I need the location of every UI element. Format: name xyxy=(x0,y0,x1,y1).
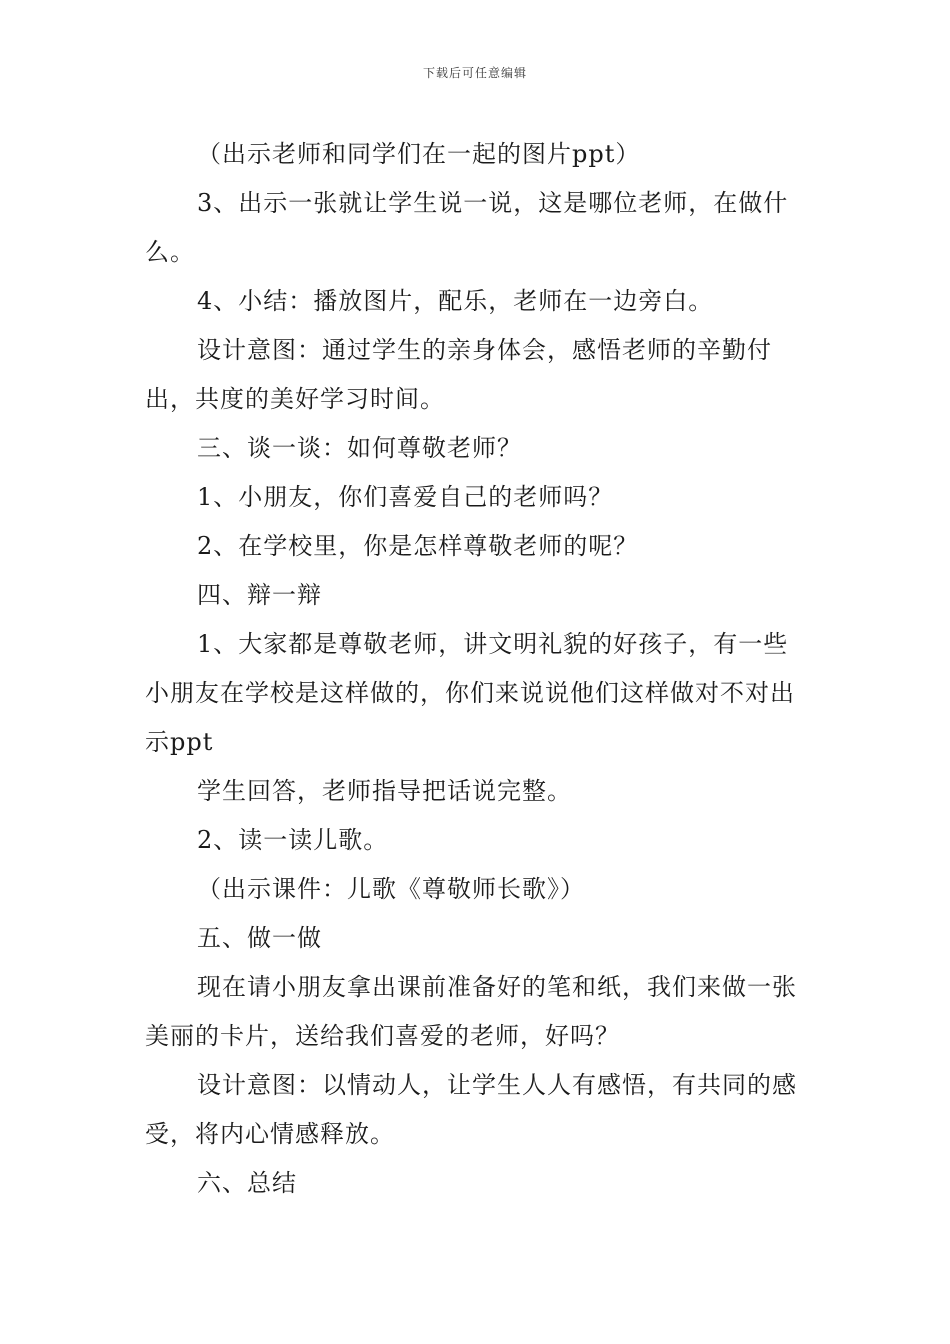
paragraph-step-4-summary: 4、小结：播放图片，配乐，老师在一边旁白。 xyxy=(197,287,714,315)
paragraph-debate-1: 1、大家都是尊敬老师，讲文明礼貌的好孩子，有一些小朋友在学校是这样做的，你们来说说他们这样做对不对出示ppt xyxy=(145,630,795,756)
section-heading-summary: 六、总结 xyxy=(197,1169,297,1197)
paragraph-read-rhyme: 2、读一读儿歌。 xyxy=(197,826,389,854)
paragraph-design-intent-2: 设计意图：以情动人，让学生人人有感悟，有共同的感受，将内心情感释放。 xyxy=(145,1071,797,1148)
section-heading-debate: 四、辩一辩 xyxy=(197,581,322,609)
section-heading-talk: 三、谈一谈：如何尊敬老师？ xyxy=(197,434,522,462)
paragraph-show-courseware: （出示课件：儿歌《尊敬师长歌》） xyxy=(197,875,585,903)
paragraph-step-3: 3、出示一张就让学生说一说，这是哪位老师，在做什么。 xyxy=(145,189,789,266)
paragraph-show-photo-ppt: （出示老师和同学们在一起的图片ppt） xyxy=(197,140,641,168)
paragraph-make-card: 现在请小朋友拿出课前准备好的笔和纸，我们来做一张美丽的卡片，送给我们喜爱的老师，好吗？ xyxy=(145,973,797,1050)
section-heading-do: 五、做一做 xyxy=(197,924,322,952)
page-header-note: 下载后可任意编辑 xyxy=(422,66,527,80)
document-body xyxy=(145,130,810,1208)
paragraph-question-1: 1、小朋友，你们喜爱自己的老师吗？ xyxy=(197,483,614,511)
paragraph-student-answer: 学生回答，老师指导把话说完整。 xyxy=(197,777,572,805)
paragraph-design-intent-1: 设计意图：通过学生的亲身体会，感悟老师的辛勤付出，共度的美好学习时间。 xyxy=(145,336,772,413)
paragraph-question-2: 2、在学校里，你是怎样尊敬老师的呢？ xyxy=(197,532,639,560)
